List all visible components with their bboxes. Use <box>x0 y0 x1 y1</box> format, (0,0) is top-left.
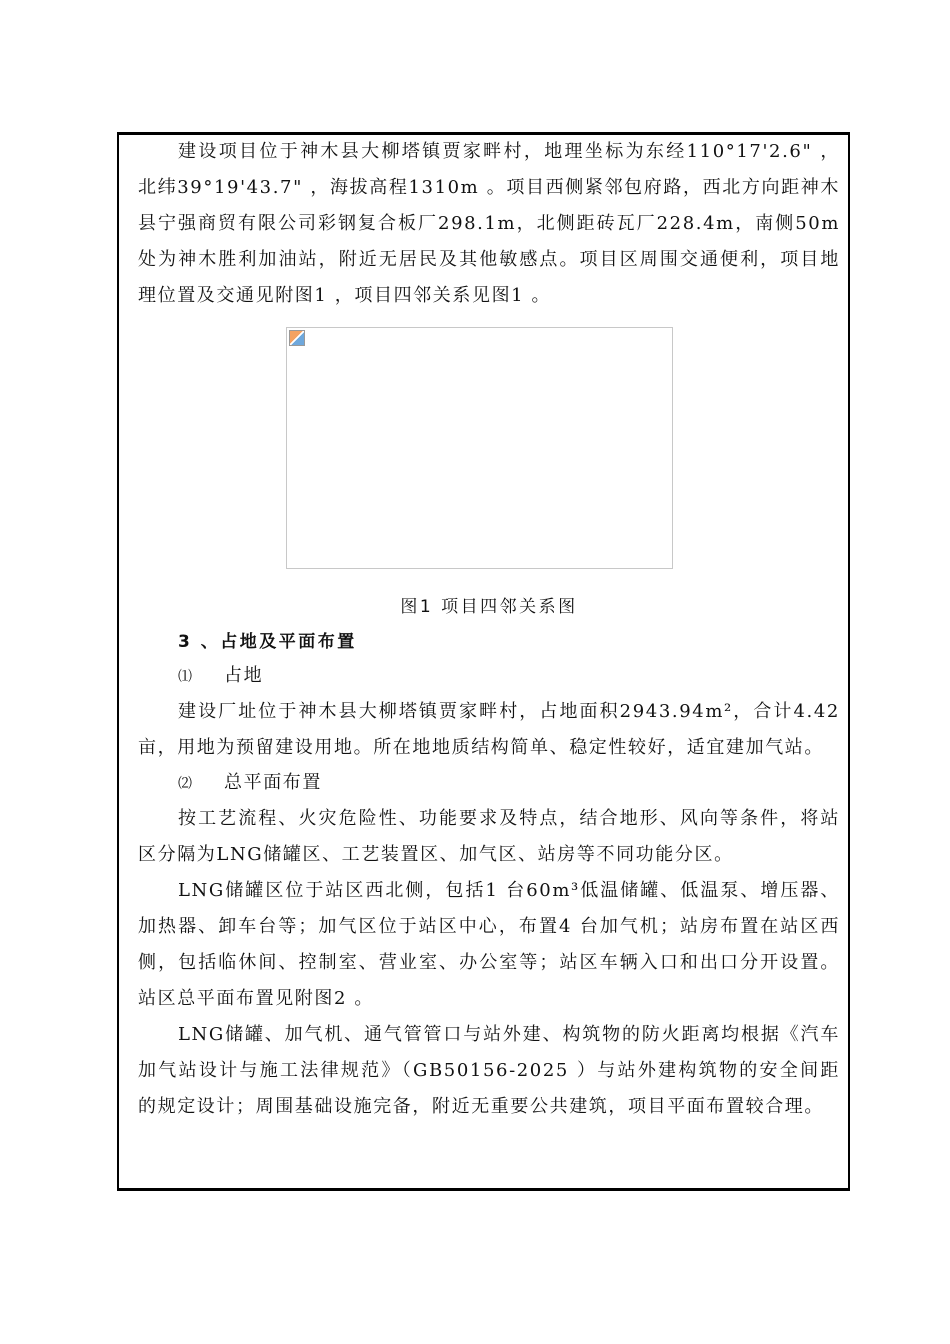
document-body <box>138 134 840 1125</box>
subsection-number: ⑴ <box>178 669 194 685</box>
land-paragraph: 建设厂址位于神木县大柳塔镇贾家畔村，占地面积2943.94m²，合计4.42亩，用地为预留建设用地。所在地地质结构简单、稳定性较好，适宜建加气站。 <box>138 701 840 758</box>
subsection-label: 占地 <box>224 665 264 686</box>
layout-paragraph-1: 按工艺流程、火灾危险性、功能要求及特点，结合地形、风向等条件，将站区分隔为LNG储罐区、工艺装置区、加气区、站房等不同功能分区。 <box>138 808 840 865</box>
layout-paragraph-2: LNG储罐区位于站区西北侧，包括1 台60m³低温储罐、低温泵、增压器、加热器、卸车台等；加气区位于站区中心，布置4 台加气机；站房布置在站区西侧，包括临休间、控制室、营业室、办公室等；站区车辆入口和出口分开设置。站区总平面布置见附图2 。 <box>138 880 840 1009</box>
layout-paragraph-3: LNG储罐、加气机、通气管管口与站外建、构筑物的防火距离均根据《汽车加气站设计与施工法律规范》（GB50156-2025 ）与站外建构筑物的安全间距的规定设计；周围基础设施完备，附近无重要公共建筑，项目平面布置较合理。 <box>138 1024 840 1117</box>
figure-image-placeholder <box>286 327 673 569</box>
section-heading: 3 、占地及平面布置 <box>178 632 357 652</box>
figure-caption: 图1 项目四邻关系图 <box>400 597 578 617</box>
broken-image-icon <box>289 330 305 346</box>
subsection-land <box>138 659 840 694</box>
subsection-layout <box>138 766 840 801</box>
subsection-label: 总平面布置 <box>224 772 322 793</box>
subsection-number: ⑵ <box>178 776 194 792</box>
location-paragraph: 建设项目位于神木县大柳塔镇贾家畔村，地理坐标为东经110°17'2.6" ，北纬39°19'43.7" ，海拔高程1310m 。项目西侧紧邻包府路，西北方向距神木县宁强商贸有限公司彩钢复合板厂298.1m，北侧距砖瓦厂228.4m，南侧50m处为神木胜利加油站，附近无居民及其他敏感点。项目区周围交通便利，项目地理位置及交通见附图1 ，项目四邻关系见图1 。 <box>138 141 840 306</box>
